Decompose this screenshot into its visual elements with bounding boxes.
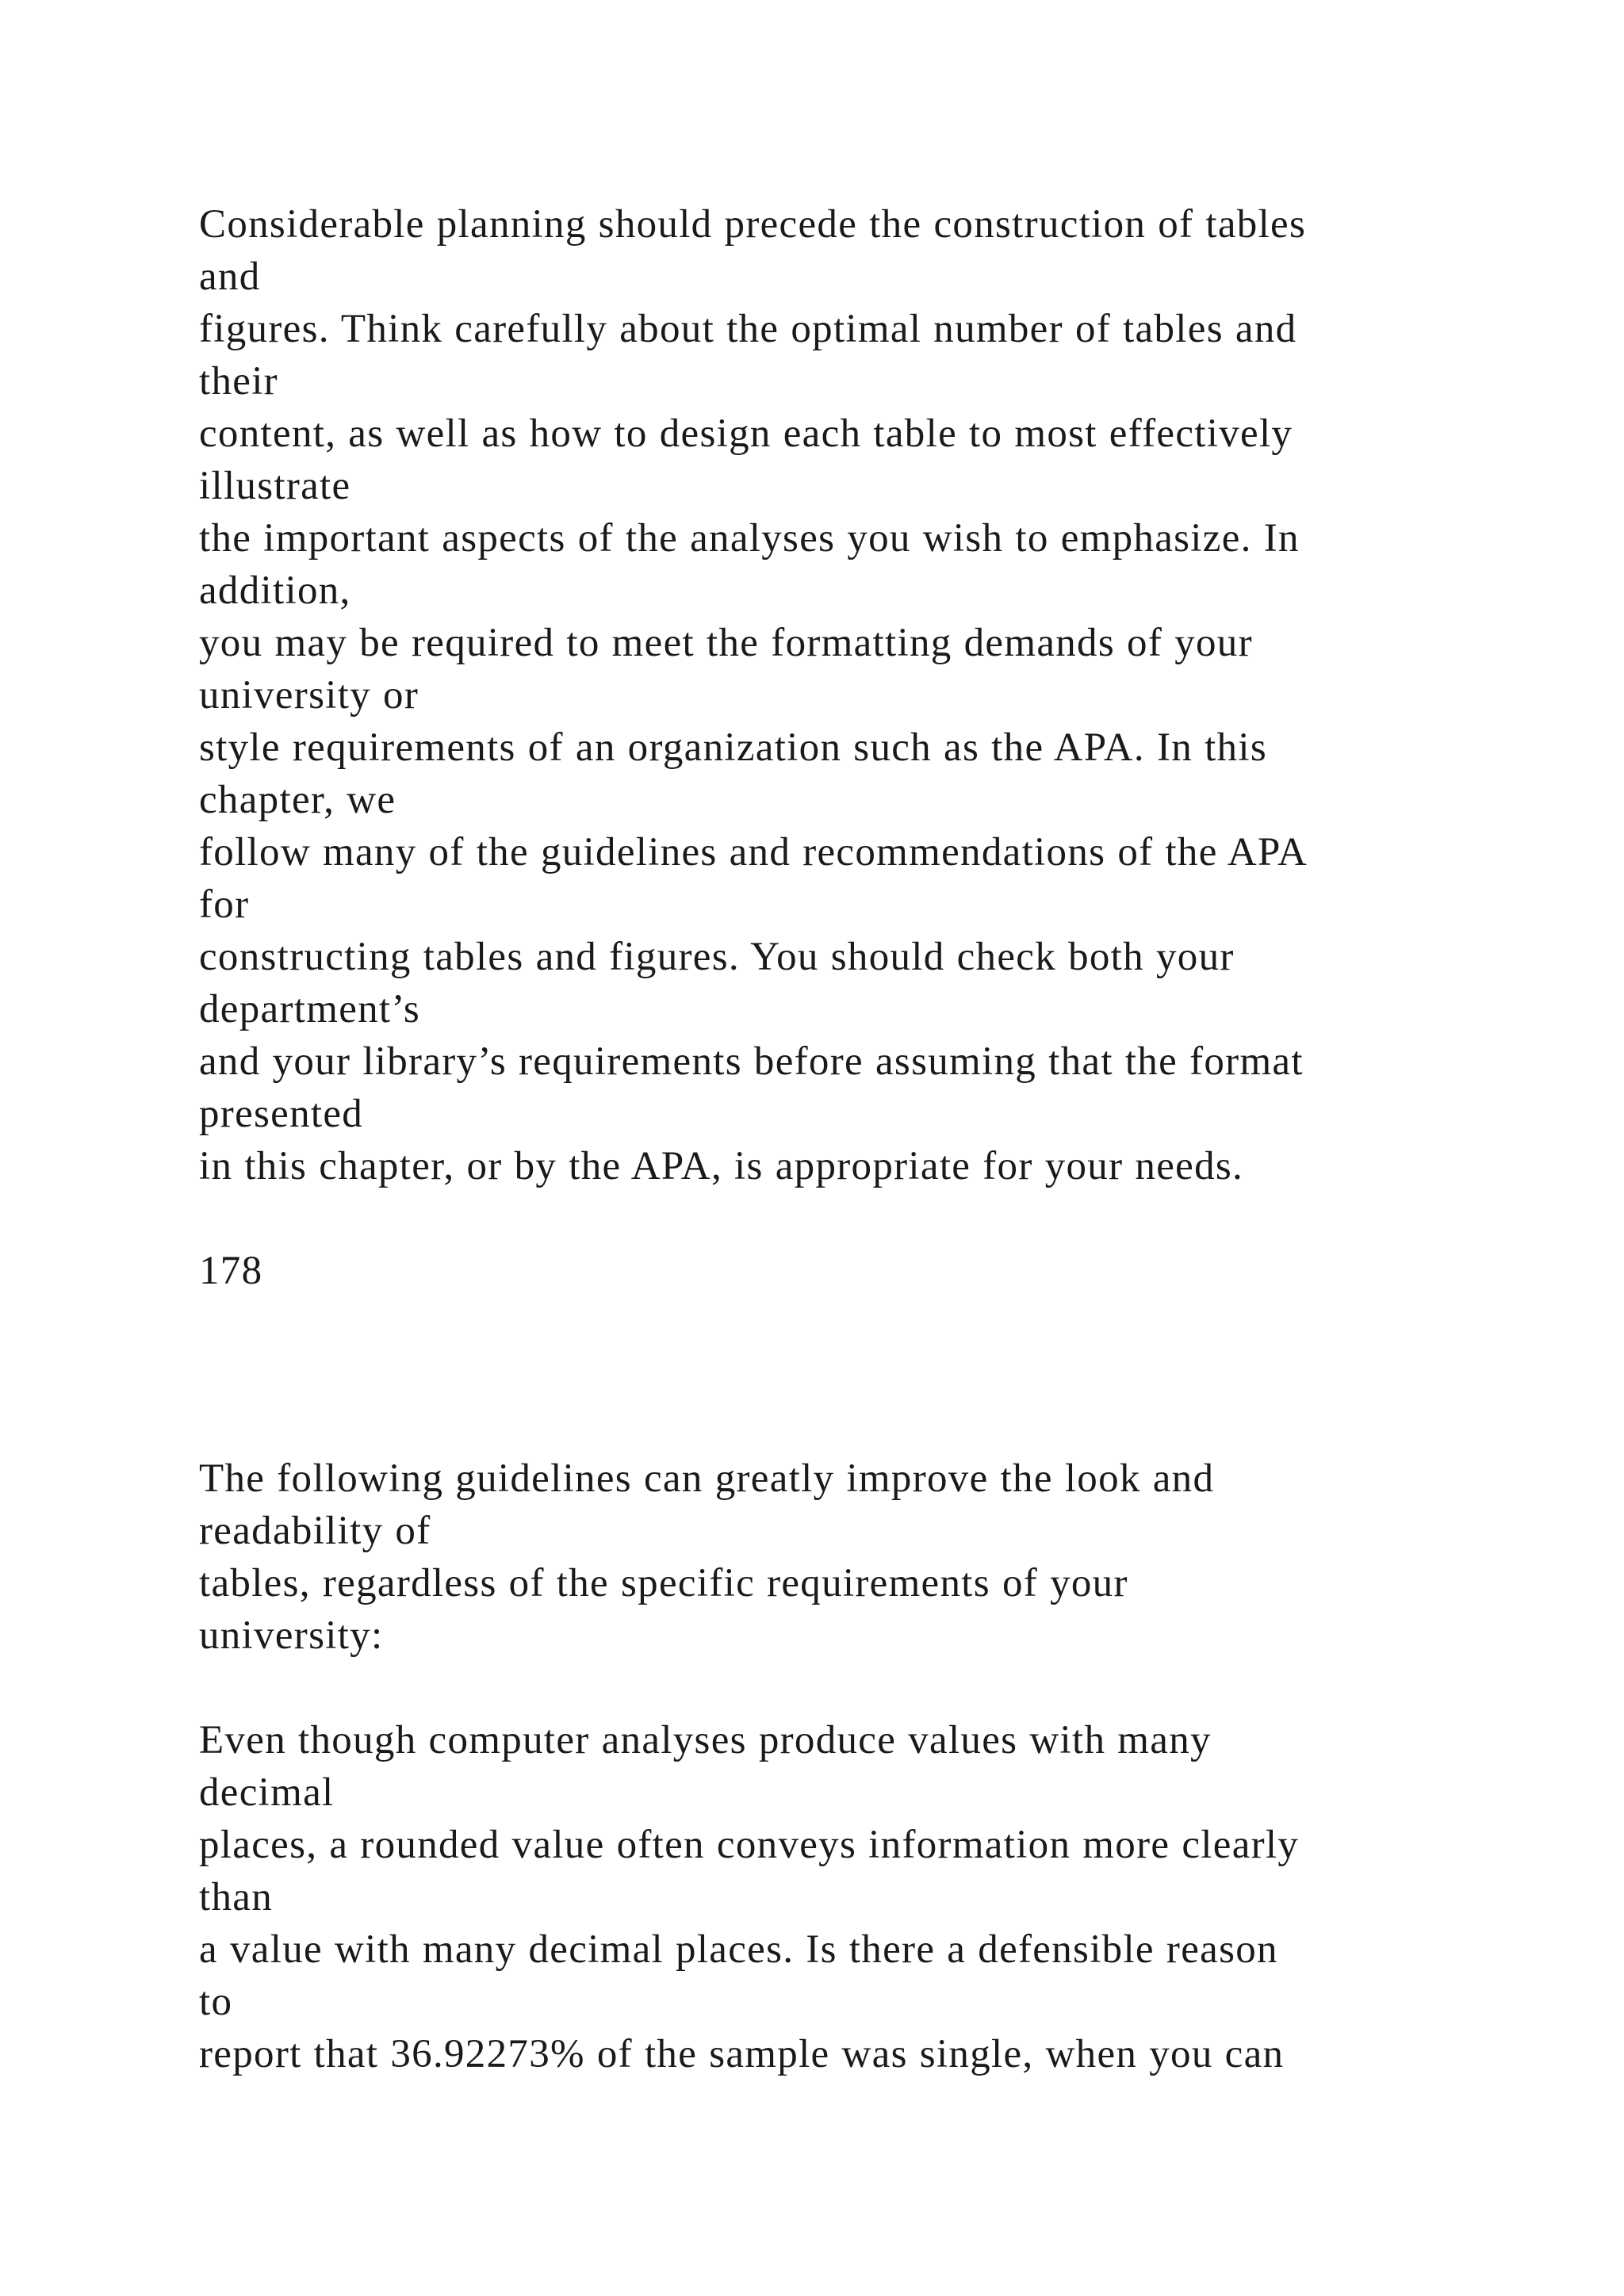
text-line: figures. Think carefully about the optimal number of tables and [199,307,1297,351]
text-line: The following guidelines can greatly improve the look and [199,1456,1215,1501]
text-line: readability of [199,1509,431,1553]
text-line: addition, [199,568,351,613]
text-line: university or [199,673,419,718]
text-line: university: [199,1613,384,1658]
text-line: places, a rounded value often conveys information more clearly [199,1823,1300,1867]
page-number-block [199,1245,262,1297]
paragraph-rounding [199,1714,1299,2080]
text-line: follow many of the guidelines and recommendations of the APA [199,830,1308,874]
text-line: chapter, we [199,778,396,822]
paragraph-guidelines-intro [199,1452,1214,1662]
text-line: and your library’s requirements before assuming that the format [199,1039,1304,1084]
text-line: their [199,359,278,404]
text-line: for [199,882,250,927]
text-line: tables, regardless of the specific requirements of your [199,1561,1128,1605]
text-line: and [199,254,261,299]
text-line: than [199,1875,274,1919]
paragraph-planning [199,198,1308,1192]
text-line: in this chapter, or by the APA, is appropriate for your needs. [199,1144,1244,1188]
page-number: 178 [199,1249,263,1293]
text-line: Even though computer analyses produce values with many [199,1718,1212,1762]
text-line: you may be required to meet the formatting demands of your [199,621,1253,665]
text-line: to [199,1980,233,2024]
text-line: report that 36.92273% of the sample was single, when you can [199,2032,1285,2076]
text-line: department’s [199,987,421,1031]
text-line: illustrate [199,464,351,508]
text-line: content, as well as how to design each table to most effectively [199,411,1293,456]
text-line: the important aspects of the analyses you wish to emphasize. In [199,516,1300,561]
text-line: a value with many decimal places. Is there a defensible reason [199,1927,1278,1972]
text-line: presented [199,1092,364,1136]
text-line: Considerable planning should precede the construction of tables [199,202,1307,247]
text-line: constructing tables and figures. You should check both your [199,935,1235,979]
text-line: decimal [199,1770,335,1815]
text-line: style requirements of an organization such as the APA. In this [199,725,1267,770]
